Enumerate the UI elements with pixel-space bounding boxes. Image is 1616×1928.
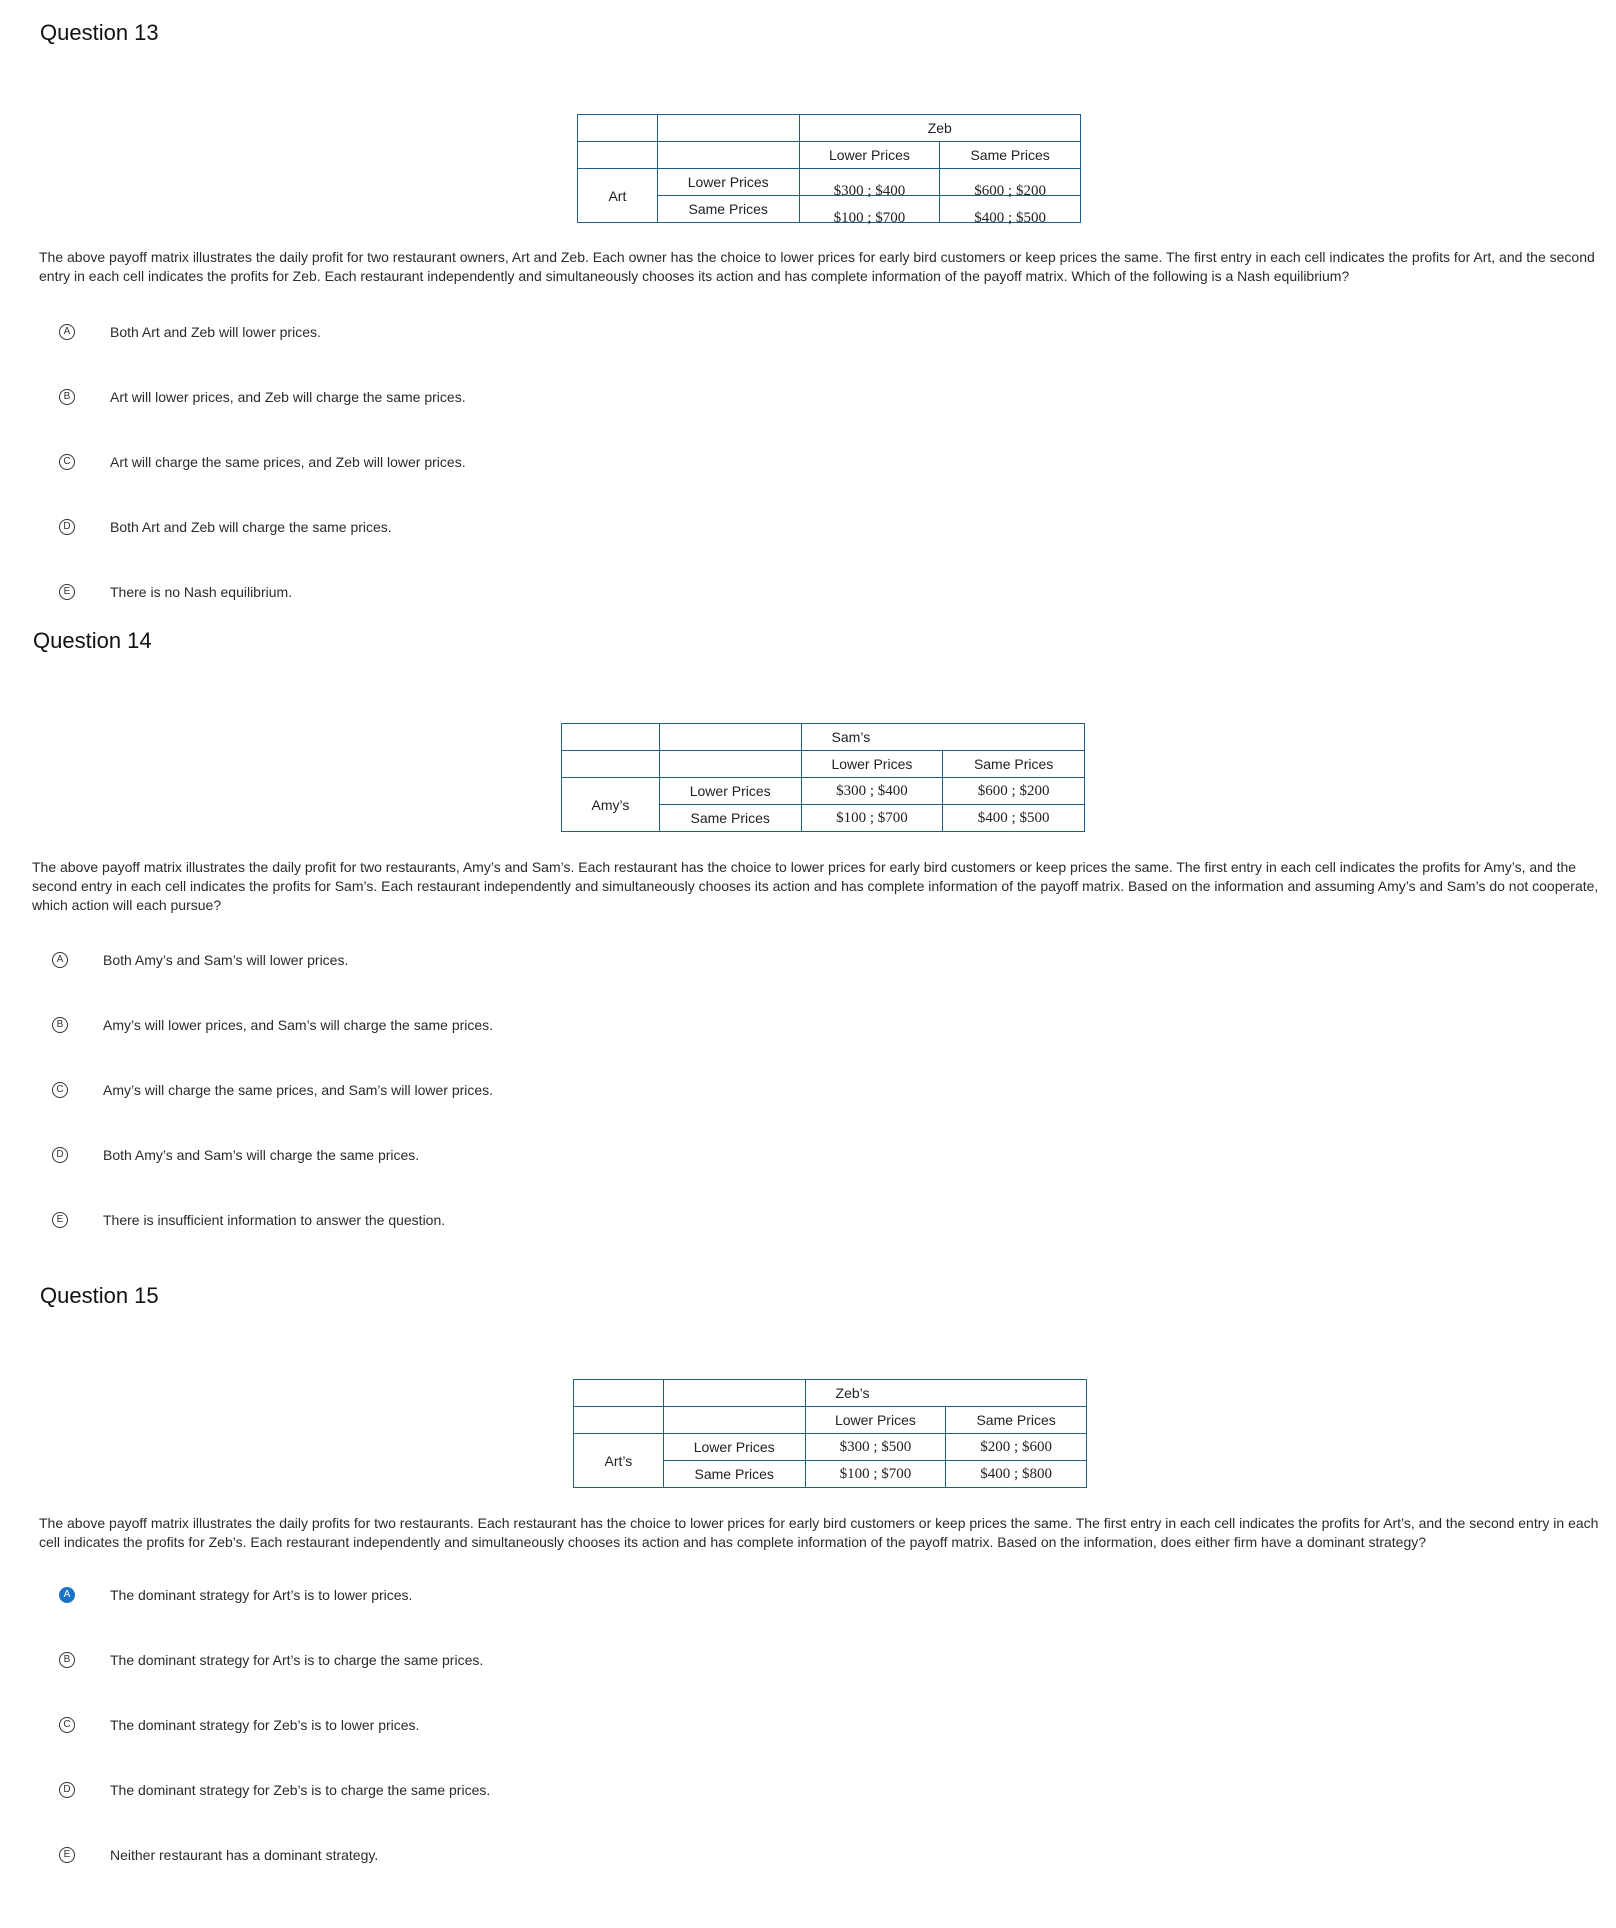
answer-option-a[interactable]	[59, 322, 321, 342]
option-text: The dominant strategy for Art’s is to charge the same prices.	[110, 1652, 484, 1668]
answer-option-d[interactable]	[59, 517, 392, 537]
payoff-cell: $100 ; $700	[805, 1461, 946, 1488]
col-header: Lower Prices	[805, 1407, 946, 1434]
col-header: Same Prices	[943, 751, 1085, 778]
payoff-cell: $600 ; $200	[943, 778, 1085, 805]
payoff-cell: $200 ; $600	[946, 1434, 1087, 1461]
question-15-title: Question 15	[40, 1283, 159, 1308]
answer-option-a[interactable]	[52, 950, 349, 970]
question-14-stem: The above payoff matrix illustrates the daily profit for two restaurants, Amy’s and Sam’s. Each restaurant has the choice to lower prices for early bird customers or keep prices the same. The first entry in each cell indicates the profits for Amy’s, and the second entry in each cell indicates the profits for Sam’s. Each restaurant independently and simultaneously chooses its action and has complete information of the payoff matrix. Based on the information and assuming Amy’s and Sam’s do not cooperate, which action will each pursue?	[32, 859, 1599, 913]
answer-option-e[interactable]	[59, 1845, 379, 1865]
row-header: Same Prices	[663, 1461, 805, 1488]
option-bubble-a[interactable]: A	[59, 1587, 75, 1603]
option-bubble-e[interactable]: E	[59, 1847, 75, 1863]
option-text: Both Art and Zeb will charge the same prices.	[110, 519, 392, 535]
answer-option-d[interactable]	[59, 1780, 491, 1800]
row-header: Lower Prices	[663, 1434, 805, 1461]
question-15-stem: The above payoff matrix illustrates the daily profits for two restaurants. Each restaurant has the choice to lower prices for early bird customers or keep prices the same. The first entry in each cell indicates the profits for Art’s, and the second entry in each cell indicates the profits for Zeb’s. Each restaurant independently and simultaneously chooses its action and has complete information of the payoff matrix. Based on the information, does either firm have a dominant strategy?	[39, 1515, 1599, 1550]
col-header: Lower Prices	[801, 751, 943, 778]
option-bubble-d[interactable]: D	[52, 1147, 68, 1163]
answer-option-e[interactable]	[59, 582, 293, 602]
question-13-stem: The above payoff matrix illustrates the daily profit for two restaurant owners, Art and Zeb. Each owner has the choice to lower prices for early bird customers or keep prices the same. The first entry in each cell indicates the profits for Art, and the second entry in each cell indicates the profits for Zeb. Each restaurant independently and simultaneously chooses its action and has complete information of the payoff matrix. Which of the following is a Nash equilibrium?	[39, 249, 1595, 284]
option-bubble-a[interactable]: A	[52, 952, 68, 968]
row-player-label: Art	[578, 169, 658, 223]
question-13-title: Question 13	[40, 20, 159, 45]
payoff-cell: $300 ; $500	[805, 1434, 946, 1461]
answer-option-c[interactable]	[52, 1080, 494, 1100]
option-bubble-b[interactable]: B	[59, 1652, 75, 1668]
option-text: Art will lower prices, and Zeb will charge the same prices.	[110, 389, 466, 405]
payoff-cell: $600 ; $200	[940, 169, 1081, 196]
row-player-label: Amy’s	[562, 778, 660, 832]
row-header: Lower Prices	[657, 169, 799, 196]
col-header: Lower Prices	[799, 142, 940, 169]
payoff-matrix-q13	[577, 114, 1081, 226]
answer-option-c[interactable]	[59, 452, 466, 472]
option-text: There is insufficient information to answer the question.	[103, 1212, 446, 1228]
option-bubble-b[interactable]: B	[52, 1017, 68, 1033]
option-text: Both Art and Zeb will lower prices.	[110, 324, 321, 340]
option-text: Amy’s will lower prices, and Sam’s will charge the same prices.	[103, 1017, 494, 1033]
option-text: Amy’s will charge the same prices, and Sam’s will lower prices.	[103, 1082, 494, 1098]
question-14-title: Question 14	[33, 628, 152, 653]
payoff-matrix-q15	[573, 1379, 1087, 1488]
option-bubble-a[interactable]: A	[59, 324, 75, 340]
option-text: Both Amy’s and Sam’s will charge the same prices.	[103, 1147, 420, 1163]
payoff-cell: $400 ; $500	[940, 196, 1081, 223]
answer-option-c[interactable]	[59, 1715, 420, 1735]
row-header: Same Prices	[659, 805, 801, 832]
option-text: The dominant strategy for Art’s is to lower prices.	[110, 1587, 413, 1603]
payoff-cell: $300 ; $400	[799, 169, 940, 196]
answer-option-e[interactable]	[52, 1210, 446, 1230]
col-player-label: Sam’s	[801, 724, 1084, 751]
answer-option-b[interactable]	[59, 1650, 484, 1670]
option-text: Neither restaurant has a dominant strategy.	[110, 1847, 379, 1863]
option-text: The dominant strategy for Zeb’s is to charge the same prices.	[110, 1782, 491, 1798]
option-bubble-e[interactable]: E	[52, 1212, 68, 1228]
answer-option-d[interactable]	[52, 1145, 420, 1165]
col-header: Same Prices	[940, 142, 1081, 169]
option-bubble-c[interactable]: C	[59, 454, 75, 470]
option-text: The dominant strategy for Zeb’s is to lower prices.	[110, 1717, 420, 1733]
option-bubble-d[interactable]: D	[59, 519, 75, 535]
row-header: Same Prices	[657, 196, 799, 223]
option-text: Both Amy’s and Sam’s will lower prices.	[103, 952, 349, 968]
col-header: Same Prices	[946, 1407, 1087, 1434]
payoff-cell: $100 ; $700	[799, 196, 940, 223]
payoff-cell: $400 ; $500	[943, 805, 1085, 832]
col-player-label: Zeb	[799, 115, 1080, 142]
answer-option-b[interactable]	[59, 387, 466, 407]
option-text: There is no Nash equilibrium.	[110, 584, 293, 600]
row-player-label: Art’s	[574, 1434, 664, 1488]
payoff-matrix-q14	[561, 723, 1085, 832]
payoff-cell: $300 ; $400	[801, 778, 943, 805]
col-player-label: Zeb’s	[805, 1380, 1086, 1407]
option-bubble-b[interactable]: B	[59, 389, 75, 405]
option-bubble-c[interactable]: C	[59, 1717, 75, 1733]
option-bubble-e[interactable]: E	[59, 584, 75, 600]
payoff-cell: $100 ; $700	[801, 805, 943, 832]
payoff-cell: $400 ; $800	[946, 1461, 1087, 1488]
row-header: Lower Prices	[659, 778, 801, 805]
answer-option-b[interactable]	[52, 1015, 494, 1035]
option-bubble-d[interactable]: D	[59, 1782, 75, 1798]
option-bubble-c[interactable]: C	[52, 1082, 68, 1098]
option-text: Art will charge the same prices, and Zeb will lower prices.	[110, 454, 466, 470]
answer-option-a[interactable]	[59, 1585, 413, 1605]
